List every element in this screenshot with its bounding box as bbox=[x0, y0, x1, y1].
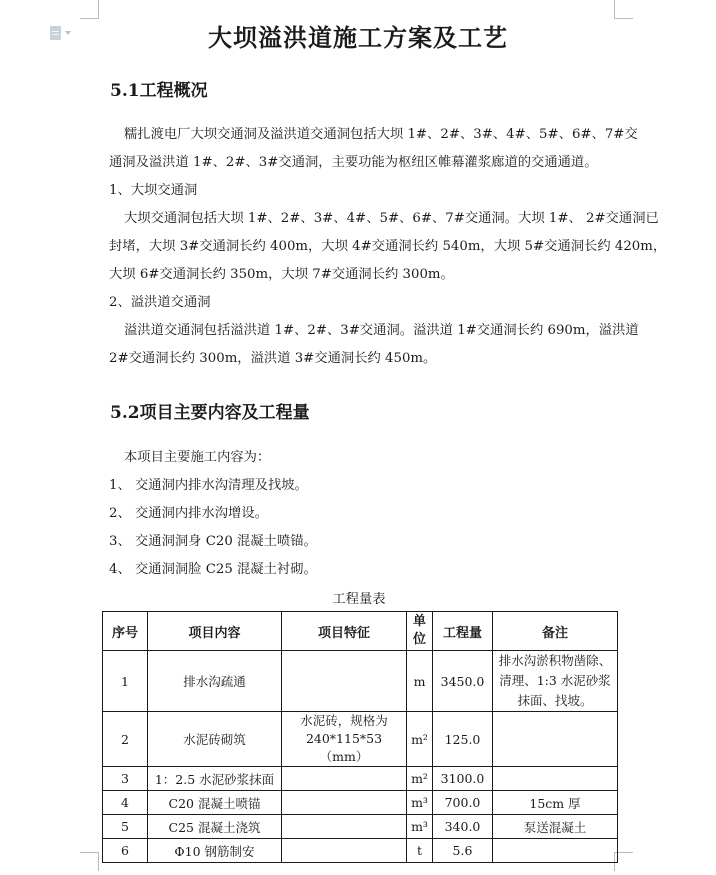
quantity-table bbox=[102, 611, 618, 863]
table-row bbox=[103, 651, 618, 712]
cell-qty: 3450.0 bbox=[433, 651, 493, 712]
header-unit-line: 位 bbox=[412, 632, 426, 647]
table-row bbox=[103, 815, 618, 839]
header-content: 项目内容 bbox=[148, 612, 282, 651]
scope-intro: 本项目主要施工内容为： bbox=[124, 450, 271, 465]
header-no: 序号 bbox=[103, 612, 148, 651]
section-heading-overview: 5.1工程概况 bbox=[110, 81, 208, 101]
table-row bbox=[103, 791, 618, 815]
cell-qty: 125.0 bbox=[433, 712, 493, 767]
cell-no: 4 bbox=[103, 791, 148, 815]
section-heading-scope: 5.2项目主要内容及工程量 bbox=[110, 403, 310, 423]
subsection-title-dam-tunnel: 1、大坝交通洞 bbox=[109, 183, 198, 198]
cell-remark: 泵送混凝土 bbox=[493, 815, 618, 839]
cell-remark-line: 清理、1:3 水泥砂浆 bbox=[499, 673, 611, 688]
page-corner-mark-top-left bbox=[80, 0, 99, 19]
page-corner-mark-top-right bbox=[614, 0, 633, 19]
cell-feature bbox=[282, 839, 407, 863]
cell-content: Φ10 钢筋制安 bbox=[148, 839, 282, 863]
cell-unit: m bbox=[407, 651, 433, 712]
cell-unit: m² bbox=[407, 767, 433, 791]
cell-no: 6 bbox=[103, 839, 148, 863]
cell-no: 5 bbox=[103, 815, 148, 839]
table-row bbox=[103, 839, 618, 863]
table-row bbox=[103, 712, 618, 767]
cell-no: 2 bbox=[103, 712, 148, 767]
dam-tunnel-paragraph-line: 大坝交通洞包括大坝 1#、2#、3#、4#、5#、6#、7#交通洞。大坝 1#、 2#交通洞已 bbox=[124, 211, 659, 226]
cell-qty: 340.0 bbox=[433, 815, 493, 839]
cell-remark bbox=[493, 767, 618, 791]
cell-remark-line: 排水沟淤积物凿除、 bbox=[498, 653, 612, 668]
cell-remark bbox=[493, 839, 618, 863]
cell-remark bbox=[493, 651, 618, 712]
cell-feature-line: 水泥砖，规格为 bbox=[300, 713, 388, 728]
cell-content: 排水沟疏通 bbox=[148, 651, 282, 712]
cell-unit: m² bbox=[407, 712, 433, 767]
table-header-row bbox=[103, 612, 618, 651]
cell-unit: t bbox=[407, 839, 433, 863]
header-qty: 工程量 bbox=[433, 612, 493, 651]
scope-list-item: 1、 交通洞内排水沟清理及找坡。 bbox=[109, 478, 308, 493]
cell-feature bbox=[282, 815, 407, 839]
cell-remark bbox=[493, 712, 618, 767]
cell-remark: 15cm 厚 bbox=[493, 791, 618, 815]
cell-feature bbox=[282, 767, 407, 791]
cell-no: 1 bbox=[103, 651, 148, 712]
spillway-tunnel-paragraph-line: 2#交通洞长约 300m，溢洪道 3#交通洞长约 450m。 bbox=[109, 351, 437, 366]
cell-feature bbox=[282, 651, 407, 712]
scope-list-item: 2、 交通洞内排水沟增设。 bbox=[109, 506, 268, 521]
header-unit-line: 单 bbox=[412, 614, 426, 629]
subsection-title-spillway-tunnel: 2、溢洪道交通洞 bbox=[109, 295, 211, 310]
cell-content: C25 混凝土浇筑 bbox=[148, 815, 282, 839]
cell-qty: 5.6 bbox=[433, 839, 493, 863]
cell-content: 1：2.5 水泥砂浆抹面 bbox=[148, 767, 282, 791]
cell-qty: 3100.0 bbox=[433, 767, 493, 791]
cell-feature bbox=[282, 791, 407, 815]
cell-feature bbox=[282, 712, 407, 767]
dam-tunnel-paragraph-line: 封堵，大坝 3#交通洞长约 400m，大坝 4#交通洞长约 540m，大坝 5#交通洞长约 420m， bbox=[109, 239, 667, 254]
table-row bbox=[103, 767, 618, 791]
page-corner-mark-bottom-left bbox=[80, 852, 99, 871]
cell-feature-line: 240*115*53（mm） bbox=[305, 731, 383, 764]
scope-list-item: 3、 交通洞洞身 C20 混凝土喷锚。 bbox=[109, 534, 317, 549]
table-caption: 工程量表 bbox=[332, 592, 386, 607]
cell-qty: 700.0 bbox=[433, 791, 493, 815]
cell-no: 3 bbox=[103, 767, 148, 791]
cell-content: 水泥砖砌筑 bbox=[148, 712, 282, 767]
header-feature: 项目特征 bbox=[282, 612, 407, 651]
cell-unit: m³ bbox=[407, 815, 433, 839]
dam-tunnel-paragraph-line: 大坝 6#交通洞长约 350m，大坝 7#交通洞长约 300m。 bbox=[109, 267, 454, 282]
scope-list-item: 4、 交通洞洞脸 C25 混凝土衬砌。 bbox=[109, 562, 317, 577]
page-title: 大坝溢洪道施工方案及工艺 bbox=[208, 23, 508, 52]
header-unit bbox=[407, 612, 433, 651]
spillway-tunnel-paragraph-line: 溢洪道交通洞包括溢洪道 1#、2#、3#交通洞。溢洪道 1#交通洞长约 690m，溢洪道 bbox=[124, 323, 639, 338]
overview-paragraph-line: 糯扎渡电厂大坝交通洞及溢洪道交通洞包括大坝 1#、2#、3#、4#、5#、6#、7#交 bbox=[124, 127, 638, 142]
cell-unit: m³ bbox=[407, 791, 433, 815]
cell-content: C20 混凝土喷锚 bbox=[148, 791, 282, 815]
overview-paragraph-line: 通洞及溢洪道 1#、2#、3#交通洞，主要功能为枢纽区帷幕灌浆廊道的交通通道。 bbox=[109, 155, 598, 170]
header-remark: 备注 bbox=[493, 612, 618, 651]
cell-remark-line: 抹面、找坡。 bbox=[517, 693, 593, 708]
